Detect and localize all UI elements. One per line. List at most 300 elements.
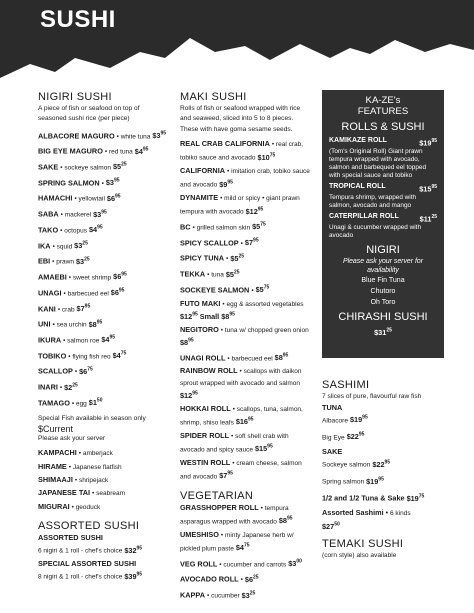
item-name: Assorted Sashimi xyxy=(322,508,384,518)
item-name: TAKO xyxy=(38,225,59,235)
item-name: DYNAMITE xyxy=(180,192,219,202)
item-name: GRASSHOPPER ROLL xyxy=(180,502,259,512)
price-cents: 95 xyxy=(362,415,368,421)
item-name: UMESHISO xyxy=(180,529,219,539)
menu-item xyxy=(180,267,310,281)
chirashi-price xyxy=(322,326,444,338)
item-name: SABA xyxy=(38,209,59,219)
price-dollars: $3 xyxy=(288,559,297,569)
item-name: JAPANESE TAI xyxy=(38,488,91,498)
sashimi-column xyxy=(322,378,444,561)
item-description: • octopus xyxy=(60,227,87,235)
price xyxy=(107,194,121,203)
menu-item xyxy=(38,191,168,205)
feature-item xyxy=(322,137,444,148)
menu-item xyxy=(180,236,310,250)
menu-item xyxy=(38,207,168,221)
price-dollars: $3 xyxy=(75,256,85,266)
item-name: SOCKEYE SALMON xyxy=(180,285,250,295)
price xyxy=(242,591,256,600)
price-cents: 75 xyxy=(269,152,276,159)
price-dollars: $8 xyxy=(180,338,189,348)
price-cents: 95 xyxy=(431,184,437,191)
item-name: KAPPA xyxy=(180,590,206,600)
menu-item xyxy=(180,503,310,528)
feature-nigiri-item: Chutoro xyxy=(370,288,396,296)
item-description: • mild or spicy • giant prawn tempura with avocado xyxy=(180,194,300,216)
availability-note: Please ask your server for availability xyxy=(342,258,424,275)
price-dollars: $8 xyxy=(274,352,283,362)
price-cents: 95 xyxy=(282,352,289,359)
price xyxy=(124,572,142,581)
item-name: SPICY SCALLOP xyxy=(180,238,239,248)
price xyxy=(419,183,437,194)
item-name: UNI xyxy=(38,319,51,329)
price xyxy=(76,257,90,266)
price xyxy=(252,222,266,231)
price-dollars: $5 xyxy=(225,269,234,279)
item-description: • Japanese flatfish xyxy=(68,463,122,471)
price-dollars: $6 xyxy=(110,288,119,298)
special-item xyxy=(38,462,168,473)
item-name: KANI xyxy=(38,303,56,313)
item-description: • cream cheese, salmon and avocado xyxy=(180,459,302,481)
item-description: • barbecued eel xyxy=(63,290,109,298)
price-cents: 95 xyxy=(378,476,384,483)
price-cents: 25 xyxy=(253,574,259,581)
price-cents: 25 xyxy=(121,162,127,169)
price-dollars: $6 xyxy=(106,193,116,203)
price-cents: 95 xyxy=(227,179,233,186)
item-description: • tuna w/ chopped green onion xyxy=(220,326,309,334)
price-dollars: $4 xyxy=(112,351,121,361)
section-heading: SASHIMI xyxy=(322,379,370,391)
price-cents: 95 xyxy=(192,390,198,397)
price xyxy=(180,338,194,347)
price-cents: 75 xyxy=(418,493,425,500)
item-description: • soft shell crab with avocado and spicy sauce xyxy=(180,432,289,454)
special-item xyxy=(38,475,168,486)
menu-item xyxy=(38,239,168,253)
page-title: SUSHI xyxy=(40,6,116,33)
price-cents: 95 xyxy=(114,177,120,184)
menu-item xyxy=(180,193,310,218)
menu-item xyxy=(38,380,168,394)
item-description: (Tom's Original Roll) Giant prawn tempura wrapped with avocado, salmon and barbequed eel topped with special sauce and tobiko xyxy=(329,148,427,180)
menu-item xyxy=(180,166,310,191)
menu-item xyxy=(180,139,310,164)
item-name: KAMPACHI xyxy=(38,448,77,458)
item-name: BC xyxy=(180,222,191,232)
item-name: MIGURAI xyxy=(38,501,70,511)
price xyxy=(113,351,127,360)
section-description: 7 slices of pure, flavourful raw fish xyxy=(322,393,422,400)
item-name: HAMACHI xyxy=(38,193,73,203)
price xyxy=(245,238,259,247)
item-description: • xyxy=(240,240,243,248)
item-name: REAL CRAB CALIFORNIA xyxy=(180,138,270,148)
price-cents: 95 xyxy=(115,193,121,200)
section-heading: TEMAKI SUSHI xyxy=(322,537,404,550)
menu-item xyxy=(38,223,168,237)
item-description: • sea urchin xyxy=(52,321,87,329)
item-description: • barbecued eel xyxy=(227,354,273,362)
price xyxy=(219,180,233,189)
price xyxy=(275,353,289,362)
menu-item xyxy=(38,129,168,143)
price-cents: 95 xyxy=(101,209,107,216)
price-cents: 95 xyxy=(384,459,391,466)
item-name: SPIDER ROLL xyxy=(180,430,230,440)
item-description: • tempura asparagus wrapped with avocado xyxy=(180,504,289,526)
menu-item xyxy=(38,254,168,268)
item-description: Tempura shrimp, wrapped with salmon, avocado and mango xyxy=(329,194,417,210)
header-banner xyxy=(0,0,474,92)
item-description: • white tuna xyxy=(116,133,151,141)
price-cents: 95 xyxy=(267,443,273,450)
feature-nigiri-item: Blue Fin Tuna xyxy=(361,277,405,285)
price-dollars: $19 xyxy=(406,493,419,503)
price-dollars: Small $8 xyxy=(199,312,230,322)
sashimi-item xyxy=(322,491,444,505)
feature-item xyxy=(322,213,444,224)
price-dollars: $6 xyxy=(113,272,122,282)
price-cents: 95 xyxy=(188,337,194,344)
price xyxy=(230,254,244,263)
item-name: SPICY TUNA xyxy=(180,253,225,263)
item-name: KAMIKAZE ROLL xyxy=(329,137,387,144)
price-dollars: $8 xyxy=(88,319,97,329)
item-name: 1/2 and 1/2 Tuna & Sake xyxy=(322,493,405,503)
price xyxy=(74,241,88,250)
price-cents: 25 xyxy=(82,240,88,247)
item-description: • squid xyxy=(52,243,73,251)
price-cents: 25 xyxy=(431,214,437,221)
price xyxy=(219,471,233,480)
price xyxy=(256,285,270,294)
price-dollars: $12 xyxy=(245,206,258,216)
item-name: Albacore xyxy=(322,417,349,425)
item-description: • prawn xyxy=(52,258,74,266)
price xyxy=(111,288,125,297)
sashimi-group: SAKE xyxy=(322,446,343,456)
price-cents: 95 xyxy=(227,470,233,477)
price-dollars: $16 xyxy=(235,417,248,427)
item-name: ASSORTED SUSHI xyxy=(38,532,103,542)
price-dollars: $3 xyxy=(105,178,114,188)
menu-item xyxy=(38,144,168,158)
menu-item xyxy=(180,458,310,483)
item-name: SPRING SALMON xyxy=(38,178,100,188)
special-note xyxy=(38,414,168,445)
section-heading: NIGIRI SUSHI xyxy=(38,91,112,103)
item-description: • scallops with daikon sprout wrapped with avocado and salmon xyxy=(180,368,302,387)
item-name: SAKE xyxy=(38,162,59,172)
item-description: • egg xyxy=(71,400,87,408)
menu-item xyxy=(180,431,310,456)
price-dollars: $19 xyxy=(419,138,432,148)
menu-item xyxy=(180,530,310,555)
price-dollars: $7 xyxy=(244,238,254,248)
price xyxy=(93,210,107,219)
item-description: • mackerel xyxy=(60,211,92,219)
price xyxy=(279,516,293,525)
price-cents: 75 xyxy=(260,221,266,228)
price xyxy=(246,207,264,216)
price xyxy=(124,546,142,555)
item-name: EBI xyxy=(38,256,51,266)
item-description: • minty Japanese herb w/ pickled plum paste xyxy=(180,531,294,553)
item-name: HIRAME xyxy=(38,461,67,471)
menu-item xyxy=(180,251,310,265)
price-cents: 95 xyxy=(118,287,125,294)
price xyxy=(180,312,198,321)
sashimi-group: TUNA xyxy=(322,402,343,412)
menu-item xyxy=(38,317,168,331)
item-name: HOKKAI ROLL xyxy=(180,403,231,413)
section-heading: VEGETARIAN xyxy=(180,489,254,502)
item-name: UNAGI ROLL xyxy=(180,352,226,362)
item-description: • egg & assorted vegetables xyxy=(222,300,304,308)
item-name: BIG EYE MAGURO xyxy=(38,146,103,156)
section-heading: MAKI SUSHI xyxy=(180,91,247,103)
item-name: SHIMAAJI xyxy=(38,475,73,485)
price-cents: 00 xyxy=(296,558,302,565)
price-cents: 25 xyxy=(72,382,78,389)
item-name: Sockeye salmon xyxy=(322,461,371,469)
item-name: IKURA xyxy=(38,335,62,345)
price-cents: 95 xyxy=(109,334,116,341)
item-description: • real crab, tobiko sauce and avocado xyxy=(180,140,304,162)
item-description: • xyxy=(59,384,63,392)
item-description: • cucumber and carrots xyxy=(219,561,287,569)
menu-item xyxy=(38,302,168,316)
features-box xyxy=(322,90,444,358)
menu-item xyxy=(180,220,310,234)
price xyxy=(258,153,276,162)
item-description: • tuna xyxy=(207,271,224,279)
item-name: INARI xyxy=(38,382,58,392)
item-description: 6 nigiri & 1 roll - chef's choice xyxy=(38,547,123,555)
price-dollars: $5 xyxy=(230,253,239,263)
price-cents: 75 xyxy=(263,284,270,291)
item-description: • xyxy=(74,368,78,376)
price xyxy=(152,131,166,140)
price-cents: 25 xyxy=(386,327,392,334)
section-description: Rolls of fish or seafood wrapped with rice and seaweed, sliced into 5 to 8 pieces. These with have goma sesame seeds. xyxy=(180,105,301,133)
price xyxy=(322,522,340,531)
price-dollars: $6 xyxy=(244,574,254,584)
item-description: • salmon roe xyxy=(63,337,100,345)
menu-item xyxy=(180,557,310,571)
price-dollars: $15 xyxy=(254,444,268,454)
item-description: • seabream xyxy=(92,490,126,498)
item-description: Unagi & cucumber wrapped with avocado xyxy=(329,224,421,240)
price-dollars: $4 xyxy=(134,146,143,156)
price-cents: 95 xyxy=(358,431,365,438)
item-description: • cucumber xyxy=(207,592,240,600)
price-cents: 95 xyxy=(160,130,166,137)
price-cents: 95 xyxy=(136,571,143,578)
item-description: • flying fish reo xyxy=(68,353,111,361)
item-description: • sockeye salmon xyxy=(60,164,111,172)
item-name: CATERPILLAR ROLL xyxy=(329,213,399,221)
menu-item xyxy=(38,349,168,363)
price xyxy=(420,213,437,224)
item-name: NEGITORO xyxy=(180,324,219,334)
price xyxy=(255,444,273,453)
section-description: (corn style) also available xyxy=(322,551,397,559)
special-item xyxy=(38,502,168,513)
price xyxy=(89,225,103,234)
price-cents: 95 xyxy=(248,416,254,423)
price-cents: 95 xyxy=(97,224,103,231)
price-dollars: $39 xyxy=(124,571,137,581)
item-description: 6 kinds xyxy=(389,510,411,518)
menu-item xyxy=(38,270,168,284)
item-description: • yellowtail xyxy=(74,195,105,203)
price xyxy=(200,312,235,321)
features-heading: KA-ZE's xyxy=(365,95,401,106)
note-line: Special Fish available in season only xyxy=(38,414,146,422)
price-dollars: $31 xyxy=(374,327,387,337)
price xyxy=(77,304,91,313)
price xyxy=(89,398,103,407)
price-cents: 95 xyxy=(253,237,259,244)
price xyxy=(245,575,259,584)
price-cents: 75 xyxy=(243,542,250,549)
price xyxy=(419,137,437,148)
price-dollars: $22 xyxy=(372,459,385,469)
item-name: CALIFORNIA xyxy=(180,165,225,175)
menu-item xyxy=(180,299,310,323)
feature-nigiri-item: Oh Toro xyxy=(370,298,396,306)
menu-item xyxy=(38,396,168,410)
price-cents: 75 xyxy=(87,366,93,373)
menu-item xyxy=(180,366,310,401)
price-dollars: $19 xyxy=(366,476,379,486)
item-name: RAINBOW ROLL xyxy=(180,366,238,376)
price-cents: 95 xyxy=(121,272,127,279)
menu-item xyxy=(38,559,168,583)
price xyxy=(79,367,93,376)
item-description: • xyxy=(251,287,254,295)
price-cents: 25 xyxy=(238,253,244,260)
price-dollars: $7 xyxy=(76,303,85,313)
maki-column xyxy=(180,90,310,604)
price xyxy=(374,328,392,337)
item-name: ALBACORE MAGURO xyxy=(38,131,115,141)
price-dollars: $15 xyxy=(419,184,432,194)
price xyxy=(236,543,250,552)
price-dollars: $2 xyxy=(64,382,73,392)
price-cents: 95 xyxy=(286,515,293,522)
item-name: TEKKA xyxy=(180,269,206,279)
price-cents: 95 xyxy=(84,303,91,310)
item-description: • xyxy=(101,180,104,188)
price-cents: 50 xyxy=(96,397,103,404)
price-dollars: $5 xyxy=(112,162,122,172)
price-cents: 95 xyxy=(257,206,264,213)
menu-item xyxy=(38,364,168,378)
special-item xyxy=(38,448,168,459)
item-description: • crab xyxy=(57,305,75,313)
item-name: IKA xyxy=(38,241,51,251)
price-dollars: $6 xyxy=(79,366,88,376)
rolls-heading: ROLLS & SUSHI xyxy=(341,121,425,133)
price-cents: 95 xyxy=(96,319,103,326)
item-name: FUTO MAKI xyxy=(180,298,221,308)
item-description: • red tuna xyxy=(104,148,133,156)
price xyxy=(135,147,149,156)
price-cents: 95 xyxy=(431,138,437,144)
price xyxy=(236,417,254,426)
item-description: • geoduck xyxy=(71,503,101,511)
item-description: • xyxy=(240,576,243,584)
item-name: SCALLOP xyxy=(38,366,73,376)
menu-item xyxy=(180,325,310,349)
item-description: • shripejack xyxy=(74,477,109,485)
price-dollars: $12 xyxy=(180,391,193,401)
section-description: A piece of fish or seafood on top of seasoned sushi rice (per piece) xyxy=(38,105,140,123)
price-dollars: $3 xyxy=(93,209,102,219)
price-dollars: $7 xyxy=(219,471,228,481)
item-name: TOBIKO xyxy=(38,351,67,361)
price-dollars: $4 xyxy=(101,335,110,345)
price xyxy=(64,383,78,392)
sashimi-item xyxy=(322,413,444,427)
menu-item xyxy=(38,533,168,557)
price-dollars: $32 xyxy=(124,545,137,555)
section-heading: ASSORTED SUSHI xyxy=(38,519,140,532)
price xyxy=(101,335,115,344)
menu-item xyxy=(180,283,310,297)
menu-item xyxy=(38,286,168,300)
item-name: WESTIN ROLL xyxy=(180,457,231,467)
price xyxy=(288,559,302,568)
price-dollars: $4 xyxy=(88,225,98,235)
price-dollars: $8 xyxy=(278,516,287,526)
sashimi-item xyxy=(322,457,444,471)
item-name: AMAEBI xyxy=(38,272,67,282)
price xyxy=(113,272,127,281)
menu-item xyxy=(180,588,310,602)
price-cents: 25 xyxy=(249,590,256,597)
item-description: • xyxy=(226,255,229,263)
menu-item xyxy=(38,160,168,174)
chirashi-heading: CHIRASHI SUSHI xyxy=(338,311,428,324)
note-line: Please ask your server xyxy=(38,435,106,443)
price xyxy=(350,415,368,424)
price xyxy=(347,432,365,441)
price-cents: 75 xyxy=(120,350,127,357)
price xyxy=(372,460,390,469)
price-dollars: $10 xyxy=(257,152,270,162)
item-name: Big Eye xyxy=(322,434,345,442)
price-dollars: $3 xyxy=(152,131,161,141)
item-name: VEG ROLL xyxy=(180,559,218,569)
price-cents: 50 xyxy=(334,521,340,528)
item-description: 8 nigiri & 1 roll - chef's choice xyxy=(38,573,123,581)
item-name: AVOCADO ROLL xyxy=(180,574,239,584)
price-dollars: $11 xyxy=(419,214,432,224)
price xyxy=(226,270,240,279)
price-dollars: $9 xyxy=(219,179,228,189)
item-name: UNAGI xyxy=(38,288,62,298)
price xyxy=(180,391,198,400)
price-dollars: $3 xyxy=(241,590,250,600)
item-description: • sweet shrimp xyxy=(68,274,112,282)
